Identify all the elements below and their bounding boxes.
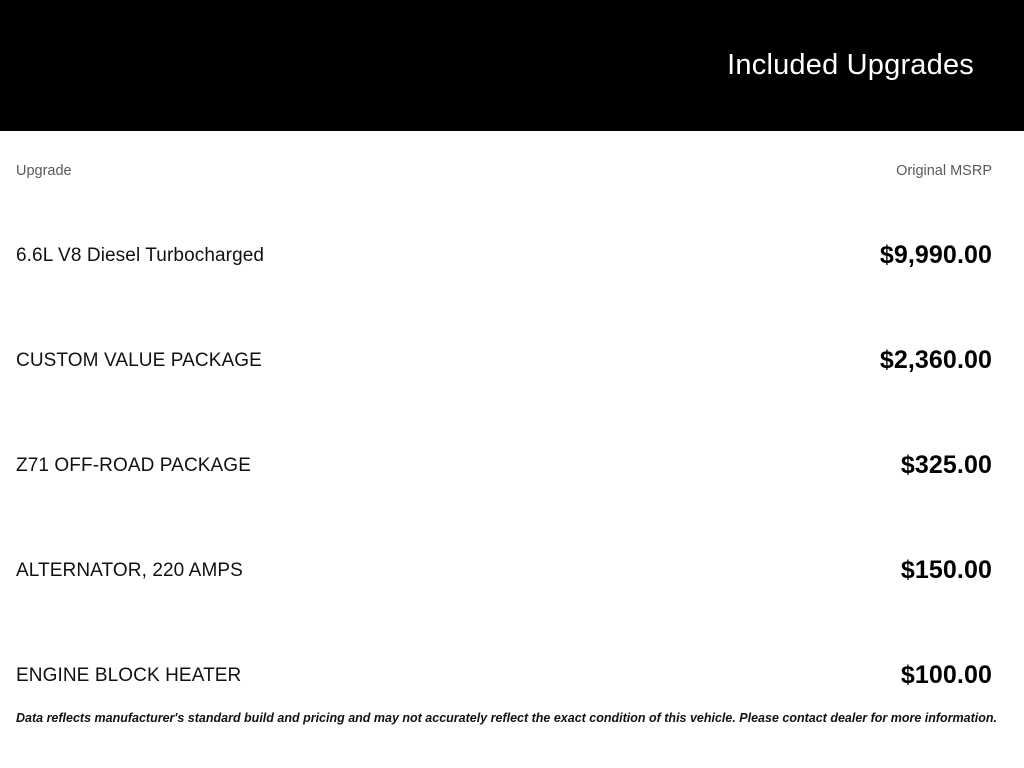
table-column-headers — [16, 131, 1008, 179]
upgrade-name: 6.6L V8 Diesel Turbocharged — [16, 244, 265, 266]
column-header-msrp: Original MSRP — [896, 163, 992, 179]
page-title: Included Upgrades — [727, 49, 974, 81]
upgrade-name: ALTERNATOR, 220 AMPS — [16, 559, 243, 581]
disclaimer-text: Data reflects manufacturer's standard build and pricing and may not accurately reflect the exact condition of this vehicle. Please contact dealer for more information. — [16, 710, 998, 725]
upgrade-price: $325.00 — [900, 451, 992, 479]
upgrade-price: $150.00 — [900, 556, 992, 584]
upgrade-name: ENGINE BLOCK HEATER — [16, 664, 242, 686]
upgrades-list — [16, 203, 1008, 728]
table-row — [16, 518, 1008, 623]
upgrade-price: $2,360.00 — [879, 346, 992, 374]
upgrade-price: $9,990.00 — [879, 241, 992, 269]
upgrade-name: CUSTOM VALUE PACKAGE — [16, 349, 262, 371]
upgrade-name: Z71 OFF-ROAD PACKAGE — [16, 454, 251, 476]
upgrade-price: $100.00 — [900, 661, 992, 689]
column-header-upgrade: Upgrade — [16, 163, 72, 179]
table-row — [16, 413, 1008, 518]
table-row — [16, 203, 1008, 308]
table-row — [16, 308, 1008, 413]
page-header — [0, 0, 1024, 131]
page-content — [0, 131, 1024, 768]
